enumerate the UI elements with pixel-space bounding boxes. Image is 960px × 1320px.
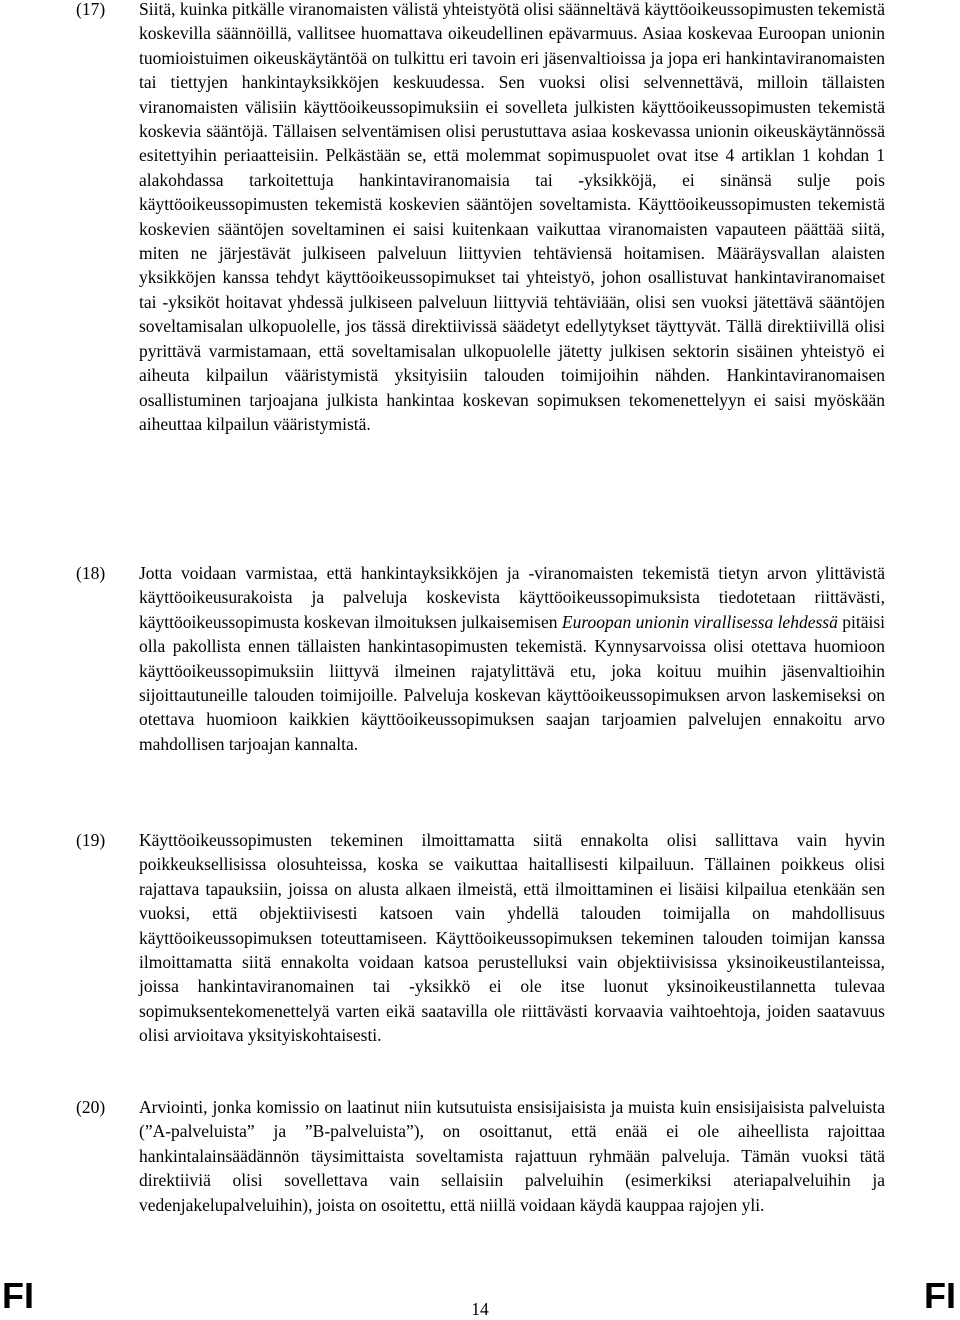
language-code-right: FI	[924, 1275, 956, 1316]
paragraph-number: (20)	[76, 1097, 106, 1117]
language-code-left: FI	[2, 1275, 34, 1316]
paragraph-text: Siitä, kuinka pitkälle viranomaisten välistä yhteistyötä olisi säänneltävä käyttöoikeussopimusten tekemistä koskevilla säännöillä, vallitsee huomattava oikeudellinen epävarmuus. Asiaa koskevaa Euroopan unionin tuomioistuimen oikeuskäytäntöä on tulkittu eri tavoin eri jäsenvaltioissa ja jopa eri hankintaviranomaisten tai tiettyjen hankintayksikköjen keskuudessa. Sen vuoksi olisi selvennettävä, milloin tällaisten viranomaisten välisiin käyttöoikeussopimuksiin ei sovelleta julkisten käyttöoikeussopimusten tekemistä koskevia sääntöjä. Tällaisen selventämisen olisi perustuttava asiaa koskevassa unionin oikeuskäytännössä esitettyihin periaatteisiin. Pelkästään se, että molemmat sopimuspuolet ovat itse 4 artiklan 1 kohdan 1 alakohdassa tarkoitettuja hankintaviranomaisia tai -yksikköjä, ei sinänsä sulje pois käyttöoikeussopimusten tekemistä koskevien sääntöjen soveltamista. Käyttöoikeussopimusten tekemistä koskevien sääntöjen soveltaminen ei saisi kuitenkaan vaikuttaa viranomaisten vapauteen päättää siitä, miten ne järjestävät julkiseen palveluun liittyvien tehtäviensä hoitamisen. Määräysvallan alaisten yksikköjen kanssa tehdyt käyttöoikeussopimukset tai yhteistyö, johon osallistuvat hankintaviranomaiset tai -yksiköt hoitavat yhdessä julkiseen palveluun liittyviä tehtäviään, olisi sen vuoksi jätettävä sääntöjen soveltamisalan ulkopuolelle, jos tässä direktiivissä säädetyt edellytykset täyttyvät. Tällä direktiivillä olisi pyrittävä varmistamaan, että soveltamisalan ulkopuolelle jätetty julkisen sektorin sisäinen yhteistyö ei aiheuta kilpailun vääristymistä yksityisiin talouden toimijoihin nähden. Hankintaviranomaisen osallistuminen tarjoajana julkista hankintaa koskevan sopimuksen tekomenettelyyn ei saisi myöskään aiheuttaa kilpailun vääristymistä.	[139, 0, 885, 434]
paragraph-number: (17)	[76, 0, 106, 19]
paragraph-text: Käyttöoikeussopimusten tekeminen ilmoittamatta siitä ennakolta olisi sallittava vain hyvin poikkeuksellisissa olosuhteissa, koska se vaikuttaa haitallisesti kilpailuun. Tällainen poikkeus olisi rajattava tapauksiin, joissa on alusta alkaen ilmeistä, että ilmoittaminen ei lisäisi kilpailua etenkään sen vuoksi, että objektiivisesti katsoen vain yhdellä talouden toimijalla on mahdollisuus käyttöoikeussopimuksen toteuttamiseen. Käyttöoikeussopimuksen tekeminen talouden toimijan kanssa ilmoittamatta siitä ennakolta voidaan katsoa perustelluksi vain objektiivisissa yksinoikeustilanteissa, joissa hankintaviranomainen tai -yksikkö ei ole itse luonut yksinoikeustilannetta tulevaa sopimuksentekomenettelyä varten eikä saatavilla ole riittävästi korvaavia vaihtoehtoja, joiden saatavuus olisi arvioitava yksityiskohtaisesti.	[139, 830, 885, 1046]
journal-title-italic: Euroopan unionin virallisessa lehdessä	[561, 611, 838, 632]
page-footer	[0, 1262, 960, 1320]
paragraph-number: (19)	[76, 830, 106, 850]
paragraph-text-part: pitäisi olla pakollista ennen tällaisten hankintasopimusten tekemistä. Kynnysarvoissa olisi otettava huomioon käyttöoikeussopimuksiin liittyvä ilmeinen rajatylittävä etu, joka koituu muihin jäsenvaltioihin sijoittautuneille talouden toimijoille. Palveluja koskevan käyttöoikeussopimuksen arvon laskemiseksi on otettava huomioon kaikkien käyttöoikeussopimuksen saajan tarjoamien palvelujen ennakoitu arvo mahdollisen tarjoajan kannalta.	[139, 611, 885, 754]
paragraph-number: (18)	[76, 563, 106, 583]
paragraph-text-part: Jotta voidaan varmistaa, että hankintayksikköjen ja -viranomaisten tekemistä tietyn arvon ylittävistä käyttöoikeusurakoista ja palveluja koskevista käyttöoikeussopimuksista tiedotetaan riittävästi, käyttöoikeussopimusta koskevan ilmoituksen julkaisemisen	[139, 563, 885, 632]
page-number: 14	[471, 1299, 489, 1319]
paragraph-text: Arviointi, jonka komissio on laatinut niin kutsutuista ensisijaisista ja muista kuin ensisijaisista palveluista (”A-palveluista” ja ”B-palveluista”), on osoittanut, että enää ei ole aiheellista rajoittaa hankintalainsäädännön täysimittaista soveltamista rajattuun ryhmään palveluja. Tämän vuoksi tätä direktiiviä olisi sovellettava vain sellaisiin palveluihin (esimerkiksi ateriapalveluihin ja vedenjakelupalveluihin), joista on osoitettu, että niillä voidaan käydä kauppaa rajojen yli.	[139, 1097, 885, 1215]
paragraph-text	[139, 561, 885, 756]
